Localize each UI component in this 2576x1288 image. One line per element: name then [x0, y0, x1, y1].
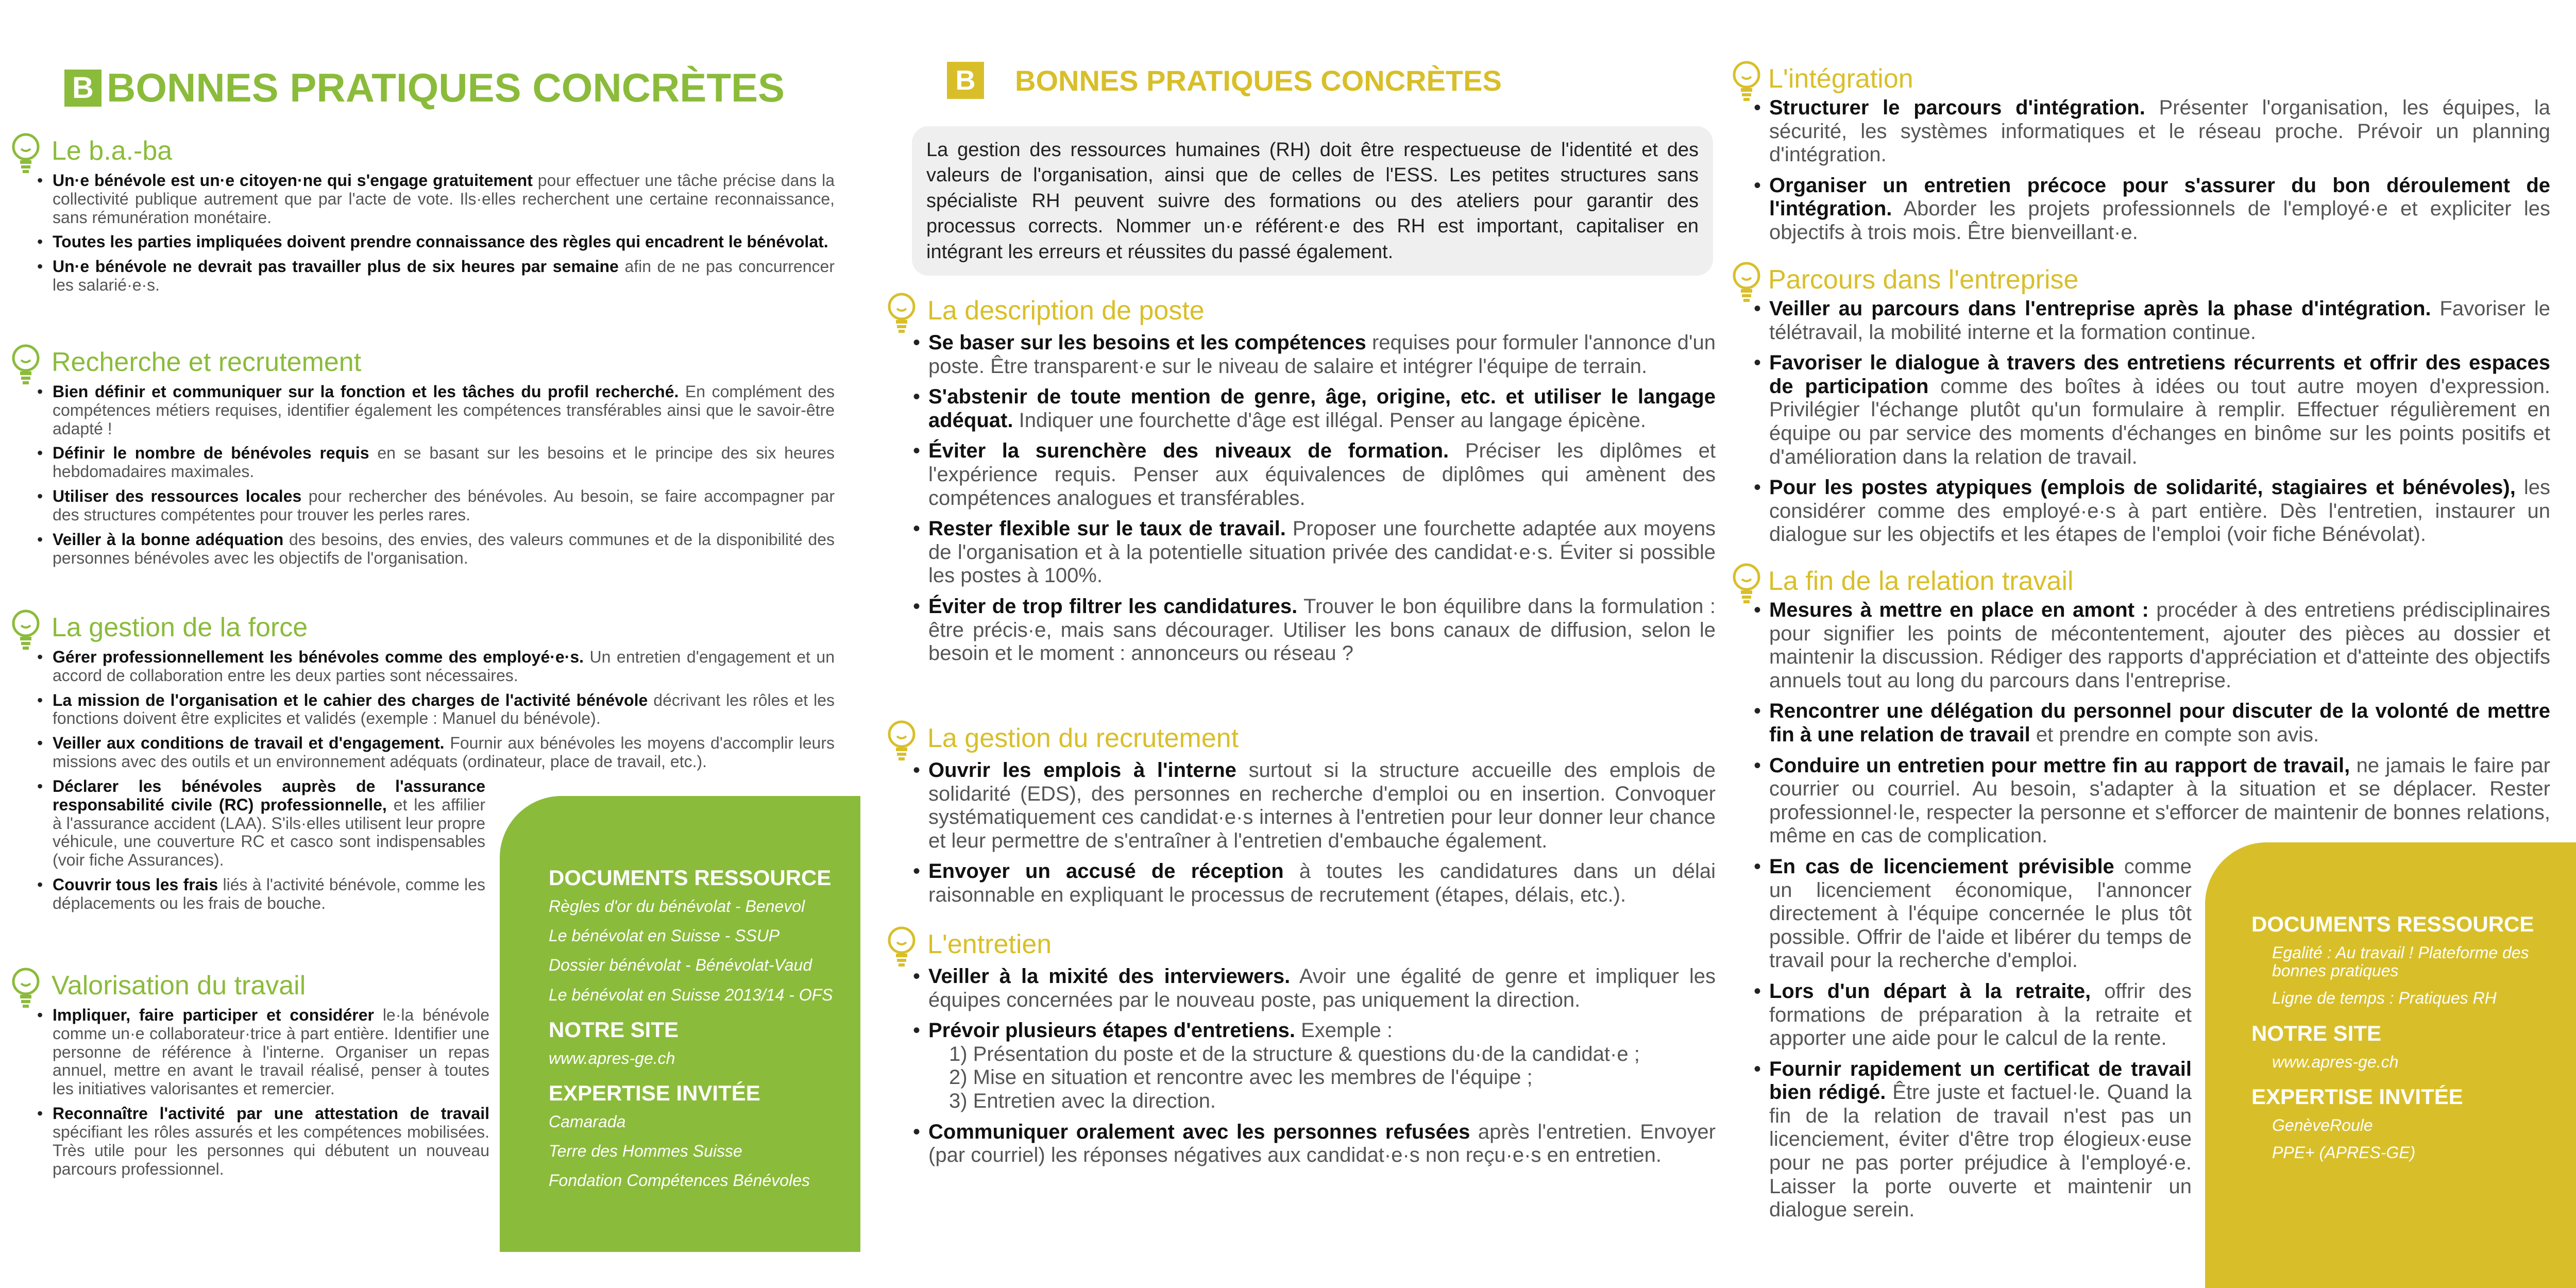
- list-item: • Envoyer un accusé de réception à toutes les candidatures dans un délai raisonnable en expliquant le processus de recrutement (étapes, délais, etc.).: [928, 860, 1716, 907]
- list-item: • Gérer professionnellement les bénévoles comme des employé·e·s. Un entretien d'engagement et un accord de collaboration entre les deux parties sont nécessaires.: [53, 648, 835, 685]
- expertise-heading: EXPERTISE INVITÉE: [2251, 1084, 2463, 1109]
- document-link[interactable]: Le bénévolat en Suisse - SSUP: [549, 926, 780, 945]
- list-item: • Veiller à la mixité des interviewers. Avoir une égalité de genre et impliquer les équipes concernées par le nouveau poste, pas uniquement la direction.: [928, 965, 1716, 1012]
- list-item: • Éviter la surenchère des niveaux de formation. Préciser les diplômes et l'expérience requis. Penser aux équivalences de diplômes qui amènent des compétences analogues et transférables.: [928, 439, 1716, 510]
- list-item: • Déclarer les bénévoles auprès de l'assurance responsabilité civile (RC) professionnelle, et les affilier à l'assurance accident (LAA). S'ils·elles utilisent leur propre véhicule, une couverture RC et casco sont indispensables (voir fiche Assurances).: [53, 777, 485, 870]
- site-link[interactable]: www.apres-ge.ch: [549, 1048, 675, 1067]
- document-link[interactable]: Egalité : Au travail ! Plateforme des bonnes pratiques: [2272, 943, 2529, 980]
- document-link[interactable]: Ligne de temps : Pratiques RH: [2272, 989, 2497, 1008]
- lightbulb-icon: [886, 925, 917, 971]
- section-badge: B: [947, 62, 984, 99]
- section-title: L'intégration: [1768, 64, 1913, 94]
- list-item: • Communiquer oralement avec les personnes refusées après l'entretien. Envoyer (par courriel) les réponses négatives aux candidat·e·s non reçu·e·s en entretien.: [928, 1121, 1716, 1167]
- list-item: • Un·e bénévole ne devrait pas travailler plus de six heures par semaine afin de ne pas concurrencer les salarié·e·s.: [53, 258, 835, 295]
- item-list: [10, 1006, 489, 1178]
- section-title: Parcours dans l'entreprise: [1768, 265, 2079, 295]
- section-title: La gestion du recrutement: [927, 723, 1239, 753]
- list-item: • Lors d'un départ à la retraite, offrir des formations de préparation à la retraite et apporter une aide pour le calcul de la rente.: [1769, 980, 2192, 1050]
- list-item: • Pour les postes atypiques (emplois de solidarité, stagiaires et bénévoles), les considérer comme des employé·e·s à part entière. Dès l'entretien, instaurer un dialogue sur les objectifs et les étapes de l'emploi (voir fiche Bénévolat).: [1769, 476, 2550, 547]
- list-item: • Veiller à la bonne adéquation des besoins, des envies, des valeurs communes et de la disponibilité des personnes bénévoles avec les objectifs de l'organisation.: [53, 531, 835, 568]
- item-list: [886, 759, 1716, 907]
- expertise-item: Terre des Hommes Suisse: [549, 1142, 742, 1161]
- list-item: • Rencontrer une délégation du personnel pour discuter de la volonté de mettre fin à une relation de travail et prendre en compte son avis.: [1769, 700, 2550, 747]
- list-item: • Organiser un entretien précoce pour s'assurer du bon déroulement de l'intégration. Aborder les projets professionnels de l'employé·e et expliciter les objectifs à trois mois. Être bienveillant·e.: [1769, 174, 2550, 245]
- list-item: • Toutes les parties impliquées doivent prendre connaissance des règles qui encadrent le bénévolat.: [53, 233, 835, 251]
- section-le-ba-ba: [10, 131, 835, 301]
- middle-panel: [886, 0, 1731, 1288]
- list-item: • Ouvrir les emplois à l'interne surtout si la structure accueille des emplois de solidarité (EDS), des personnes en recherche d'emploi ou en insertion. Convoquer systématiquement ces candidat·e·s internes à l'entretien pour leur donner leur chance et leur permettre de s'entraîner à l'entretien d'embauche également.: [928, 759, 1716, 853]
- section-title: Le b.a.-ba: [52, 136, 173, 166]
- expertise-item: Camarada: [549, 1112, 626, 1131]
- list-item: • Impliquer, faire participer et considérer le·la bénévole comme un·e collaborateur·trice à part entière. Identifier une personne de référence à l'interne. Organiser un repas annuel, mettre en avant le travail réalisé, penser à toutes les initiatives valorisantes et remercier.: [53, 1006, 489, 1098]
- list-item: • Mesures à mettre en place en amont : procéder à des entretiens prédisciplinaires pour signifier les points de mécontentement, ajouter des pièces au dossier et maintenir la discussion. Rédiger des rapports d'appréciation et d'atteinte des objectifs annuels tout au long du parcours dans l'entreprise.: [1769, 599, 2550, 692]
- section-title: L'entretien: [927, 929, 1052, 959]
- document-link[interactable]: Règles d'or du bénévolat - Benevol: [549, 897, 805, 916]
- lightbulb-icon: [10, 608, 41, 654]
- page-title: [64, 64, 785, 111]
- document-link[interactable]: Le bénévolat en Suisse 2013/14 - OFS: [549, 985, 833, 1004]
- list-item: • Reconnaître l'activité par une attestation de travail spécifiant les rôles assurés et les compétences mobilisées. Très utile pour les personnes qui débutent un nouveau parcours professionnel.: [53, 1105, 489, 1178]
- expertise-item: Fondation Compétences Bénévoles: [549, 1171, 810, 1190]
- section-badge: B: [64, 70, 101, 107]
- lightbulb-icon: [886, 719, 917, 765]
- section-parcours: [1731, 260, 2550, 554]
- list-item: • Utiliser des ressources locales pour rechercher des bénévoles. Au besoin, se faire accompagner par des structures compétentes pour trouver les perles rares.: [53, 487, 835, 524]
- documents-heading: DOCUMENTS RESSOURCE: [2251, 912, 2534, 936]
- resources-box: [2205, 842, 2576, 1288]
- site-link[interactable]: www.apres-ge.ch: [2272, 1052, 2399, 1071]
- list-item: • Veiller au parcours dans l'entreprise après la phase d'intégration. Favoriser le télétravail, la mobilité interne et la formation continue.: [1769, 297, 2550, 344]
- section-recherche-recrutement: [10, 343, 835, 573]
- expertise-item: GenèveRoule: [2272, 1115, 2373, 1134]
- lightbulb-icon: [10, 343, 41, 389]
- list-item: • En cas de licenciement prévisible comme un licenciement économique, l'annoncer directement à l'équipe concernée le plus tôt possible. Offrir de l'aide et libérer du temps de travail pour la recherche d'emploi.: [1769, 855, 2192, 973]
- site-heading: NOTRE SITE: [549, 1017, 679, 1042]
- item-list: [886, 965, 1716, 1167]
- section-valorisation: [10, 966, 489, 1184]
- item-list: [10, 172, 835, 295]
- expertise-item: PPE+ (APRES-GE): [2272, 1143, 2416, 1162]
- page-title-text: BONNES PRATIQUES CONCRÈTES: [1015, 64, 1502, 97]
- resources-box: [500, 796, 860, 1252]
- list-item: • Structurer le parcours d'intégration. Présenter l'organisation, les équipes, la sécurité, les systèmes informatiques et le réseau proche. Prévoir un planning d'intégration.: [1769, 96, 2550, 167]
- sub-item: 3) Entretien avec la direction.: [949, 1089, 1216, 1112]
- document-link[interactable]: Dossier bénévolat - Bénévolat-Vaud: [549, 956, 812, 975]
- section-title: La gestion de la force: [52, 613, 308, 642]
- lightbulb-icon: [10, 131, 41, 178]
- left-panel: [0, 0, 871, 1288]
- section-title: La fin de la relation travail: [1768, 566, 2074, 596]
- list-item: • Rester flexible sur le taux de travail. Proposer une fourchette adaptée aux moyens de l'organisation et à la potentielle situation privée des candidat·e·s. Éviter si possible les postes à 100%.: [928, 517, 1716, 588]
- sub-item: 2) Mise en situation et rencontre avec les membres de l'équipe ;: [949, 1066, 1533, 1089]
- section-entretien: [886, 925, 1716, 1175]
- intro-box: La gestion des ressources humaines (RH) doit être respectueuse de l'identité et des valeurs de l'organisation, ainsi que de celles de l'ESS. Les petites structures sans spécialiste RH peuvent suivre des formations ou des ateliers pour garantir des processus corrects. Nommer un·e référent·e des RH est important, capitaliser en intégrant les erreurs et réussites du passé également.: [912, 126, 1713, 276]
- item-list: [1731, 297, 2550, 547]
- list-item: • La mission de l'organisation et le cahier des charges de l'activité bénévole décrivant les rôles et les fonctions doivent être explicites et validés (exemple : Manuel du bénévole).: [53, 691, 835, 728]
- section-title: Valorisation du travail: [52, 971, 306, 1001]
- section-integration: [1731, 59, 2550, 252]
- list-item: • Veiller aux conditions de travail et d'engagement. Fournir aux bénévoles les moyens d'accomplir leurs missions avec des outils et un environnement adéquats (ordinateur, place de travail, etc.).: [53, 734, 835, 771]
- section-title: La description de poste: [927, 296, 1205, 326]
- list-item: • Un·e bénévole est un·e citoyen·ne qui s'engage gratuitement pour effectuer une tâche précise dans la collectivité publique autrement que par l'acte de vote. Ils·elles recherchent une certaine reconnaissance, sans rémunération monétaire.: [53, 172, 835, 227]
- expertise-heading: EXPERTISE INVITÉE: [549, 1080, 760, 1105]
- item-list: [10, 383, 835, 567]
- lightbulb-icon: [10, 966, 41, 1012]
- item-list: [886, 331, 1716, 666]
- item-list: [1731, 96, 2550, 245]
- list-item: • Définir le nombre de bénévoles requis en se basant sur les besoins et le principe des six heures hebdomadaires maximales.: [53, 444, 835, 481]
- section-title: Recherche et recrutement: [52, 347, 362, 377]
- sub-item: 1) Présentation du poste et de la structure & questions du·de la candidat·e ;: [949, 1042, 1640, 1065]
- list-item: • Fournir rapidement un certificat de travail bien rédigé. Être juste et factuel·le. Quand la fin de la relation de travail n'est pas un licenciement, éviter d'être trop élogieux·euse pour ne pas porter préjudice à l'employé·e. Laisser la porte ouverte et maintenir un dialogue serein.: [1769, 1058, 2192, 1222]
- section-description-poste: [886, 291, 1716, 673]
- lightbulb-icon: [886, 291, 917, 337]
- site-heading: NOTRE SITE: [2251, 1021, 2382, 1045]
- page-title-text: BONNES PRATIQUES CONCRÈTES: [107, 65, 785, 110]
- list-item: • Favoriser le dialogue à travers des entretiens récurrents et offrir des espaces de participation comme des boîtes à idées ou tout autre moyen d'expression. Privilégier l'échange plutôt qu'un formulaire à remplir. Effectuer régulièrement en équipe ou par service des moments d'échanges en binôme sur les points positifs et d'amélioration dans la relation de travail.: [1769, 351, 2550, 469]
- list-item: • Se baser sur les besoins et les compétences requises pour formuler l'annonce d'un poste. Être transparent·e sur le niveau de salaire et intégrer l'équipe de terrain.: [928, 331, 1716, 378]
- page-title: [947, 62, 1502, 99]
- list-item: • S'abstenir de toute mention de genre, âge, origine, etc. et utiliser le langage adéquat. Indiquer une fourchette d'âge est illégal. Penser au langage épicène.: [928, 385, 1716, 432]
- list-item: • Conduire un entretien pour mettre fin au rapport de travail, ne jamais le faire par courrier ou courriel. Au besoin, s'adapter à la situation et se déplacer. Rester professionnel·le, respecter la personne et s'efforcer de maintenir de bonnes relations, même en cas de complication.: [1769, 754, 2550, 848]
- list-item: • Bien définir et communiquer sur la fonction et les tâches du profil recherché. En complément des compétences métiers requises, identifier également les compétences transférables ainsi que le savoir-être adapté !: [53, 383, 835, 438]
- list-item: • Prévoir plusieurs étapes d'entretiens. Exemple : 1) Présentation du poste et de la structure & questions du·de la candidat·e ; 2) Mise en situation et rencontre avec les membres de l'équipe ; 3) Entretien avec la direction.: [928, 1019, 1716, 1113]
- sub-list: [928, 1043, 1716, 1113]
- section-gestion-recrutement: [886, 719, 1716, 914]
- list-item: • Couvrir tous les frais liés à l'activité bénévole, comme les déplacements ou les frais de bouche.: [53, 876, 485, 913]
- list-item: • Éviter de trop filtrer les candidatures. Trouver le bon équilibre dans la formulation : être précis·e, mais sans décourager. Utiliser les bons canaux de diffusion, selon le besoin et le moment : annonceurs ou réseau ?: [928, 595, 1716, 666]
- documents-heading: DOCUMENTS RESSOURCE: [549, 866, 832, 890]
